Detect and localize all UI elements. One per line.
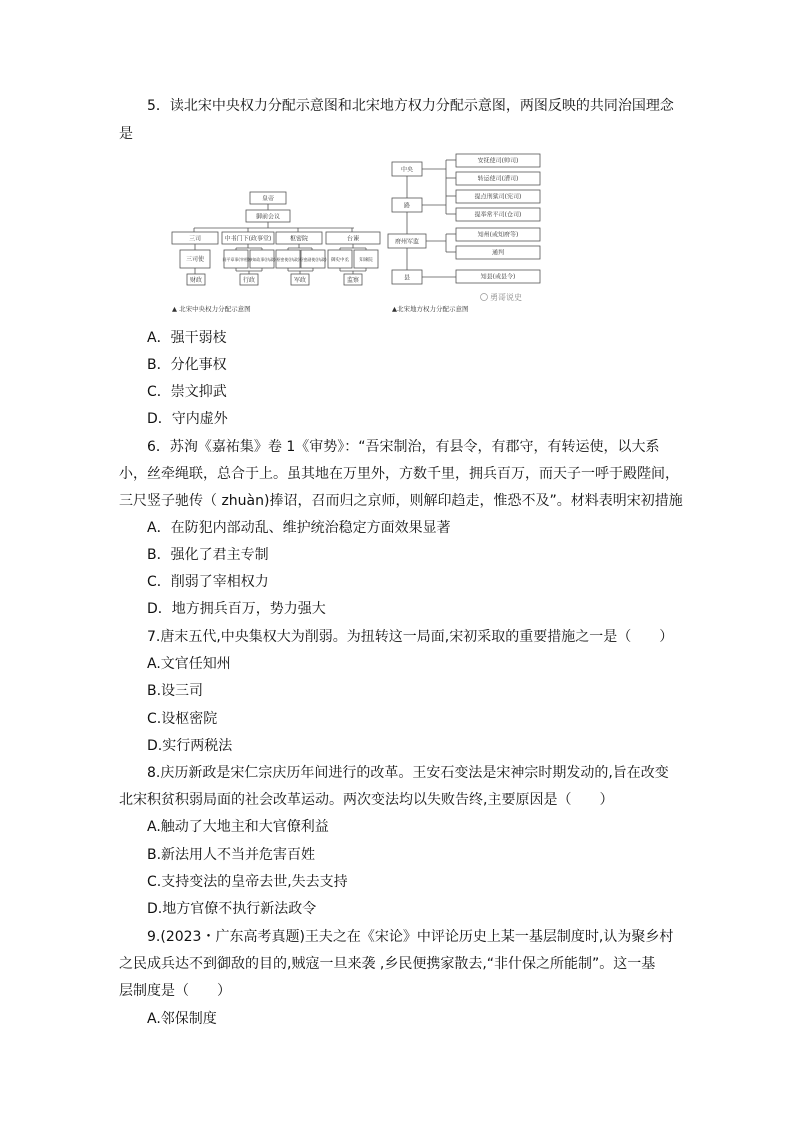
q8-option-a[interactable]: A.触动了大地主和大官僚利益 [147,819,329,835]
local-caption: ▲北宋地方权力分配示意图 [392,305,469,313]
q5-stem-line2: 是 [119,126,133,142]
q6-stem-line3: 三尺竖子驰传（ zhuàn)捧诏，召而归之京师，则解印趋走，惟恐不及”。材料表明宋初措施 [119,493,683,509]
q8-stem-line2: 北宋积贫积弱局面的社会改革运动。两次变法均以失败告终,主要原因是（ ） [119,792,614,808]
caizheng-label: 财政 [189,277,203,284]
q6-option-a[interactable]: A．在防犯内部动乱、维护统治稳定方面效果显著 [147,520,451,536]
q5-option-c[interactable]: C．崇文抑武 [147,384,227,400]
emperor-label: 皇帝 [261,195,275,203]
xingzheng-label: 行政 [242,277,256,284]
central-caption: ▲ 北宋中央权力分配示意图 [172,305,251,313]
q8-option-c[interactable]: C.支持变法的皇帝去世,失去支持 [147,874,348,890]
q7-stem-line1: 7.唐末五代,中央集权大为削弱。为扭转这一局面,宋初采取的重要措施之一是（ ） [147,629,674,645]
shumishi-label: 枢密使(执政) [276,257,300,262]
zhixian-label: 知县(或县令) [480,273,516,281]
q6-stem-line1: 6．苏洵《嘉祐集》卷 1《审势》：“吾宋制治，有县令，有郡守，有转运使，以大系 [147,439,660,455]
q9-stem-line1: 9.(2023・广东高考真题)王夫之在《宋论》中评论历史上某一基层制度时,认为聚乡村 [147,929,674,945]
watermark-text: 勇哥说史 [490,293,522,302]
zhongshu-label: 中书门下(政事堂) [224,235,272,243]
tongpan-label: 通判 [491,249,505,257]
q7-option-a[interactable]: A.文官任知州 [147,656,231,672]
q6-stem-line2: 小，丝牵绳联，总合于上。虽其地在万里外，方数千里，拥兵百万，而天子一呼于殿陛间， [119,466,679,482]
power-distribution-diagram [170,150,546,320]
zhuanyun-label: 转运使司(漕司) [477,175,519,183]
zhijian-label: 知谏院 [359,258,373,263]
taijian-label: 台谏 [346,235,360,243]
jiancha-label: 监察 [346,277,360,284]
zhizhou-label: 知州(或知府等) [477,231,519,239]
yushi-label: 御史中丞 [331,258,349,263]
council-label: 御前会议 [255,213,281,221]
q9-stem-line2: 之民成兵达不到御敌的目的,贼寇一旦来袭 ,乡民便携家散去,“非什保之所能制”。这一基 [119,956,656,972]
shumifu-label: 枢密副使(执政) [299,257,327,262]
junzheng-label: 军政 [293,277,307,284]
q5-option-b[interactable]: B．分化事权 [147,357,227,373]
q6-option-d[interactable]: D．地方拥兵百万，势力强大 [147,601,326,617]
tixing-label: 提点刑狱司(宪司) [474,193,522,201]
anfu-label: 安抚使司(帅司) [477,157,519,165]
q8-stem-line1: 8.庆历新政是宋仁宗庆历年间进行的改革。王安石变法是宋神宗时期发动的,旨在改变 [147,765,669,781]
zhongyang-label: 中央 [400,166,414,174]
q7-option-c[interactable]: C.设枢密院 [147,711,218,727]
q6-option-c[interactable]: C．削弱了宰相权力 [147,574,269,590]
q8-option-b[interactable]: B.新法用人不当并危害百姓 [147,847,316,863]
q9-option-a[interactable]: A.邻保制度 [147,1011,217,1027]
shumiyuan-label: 枢密院 [289,235,309,243]
q7-option-b[interactable]: B.设三司 [147,683,204,699]
xian-label: 县 [403,274,411,282]
canzhi-label: 参知政事(执政) [248,257,276,262]
tongping-label: 同平章事(宰相) [222,257,250,262]
q5-figure [170,150,546,320]
q8-option-d[interactable]: D.地方官僚不执行新法政令 [147,901,317,917]
sansishi-label: 三司使 [185,256,205,263]
q5-stem-line1: 5．读北宋中央权力分配示意图和北宋地方权力分配示意图，两图反映的共同治国理念 [147,98,674,114]
q9-stem-line3: 层制度是（ ） [119,983,231,999]
wechat-icon [481,294,488,301]
tiju-label: 提举常平司(仓司) [474,211,522,219]
sansi-label: 三司 [188,235,202,243]
q7-option-d[interactable]: D.实行两税法 [147,738,233,754]
q5-option-d[interactable]: D．守内虚外 [147,411,228,427]
q5-option-a[interactable]: A．强干弱枝 [147,330,227,346]
lu-label: 路 [403,202,411,210]
fuzhou-label: 府州军监 [394,238,420,246]
q6-option-b[interactable]: B．强化了君主专制 [147,547,269,563]
